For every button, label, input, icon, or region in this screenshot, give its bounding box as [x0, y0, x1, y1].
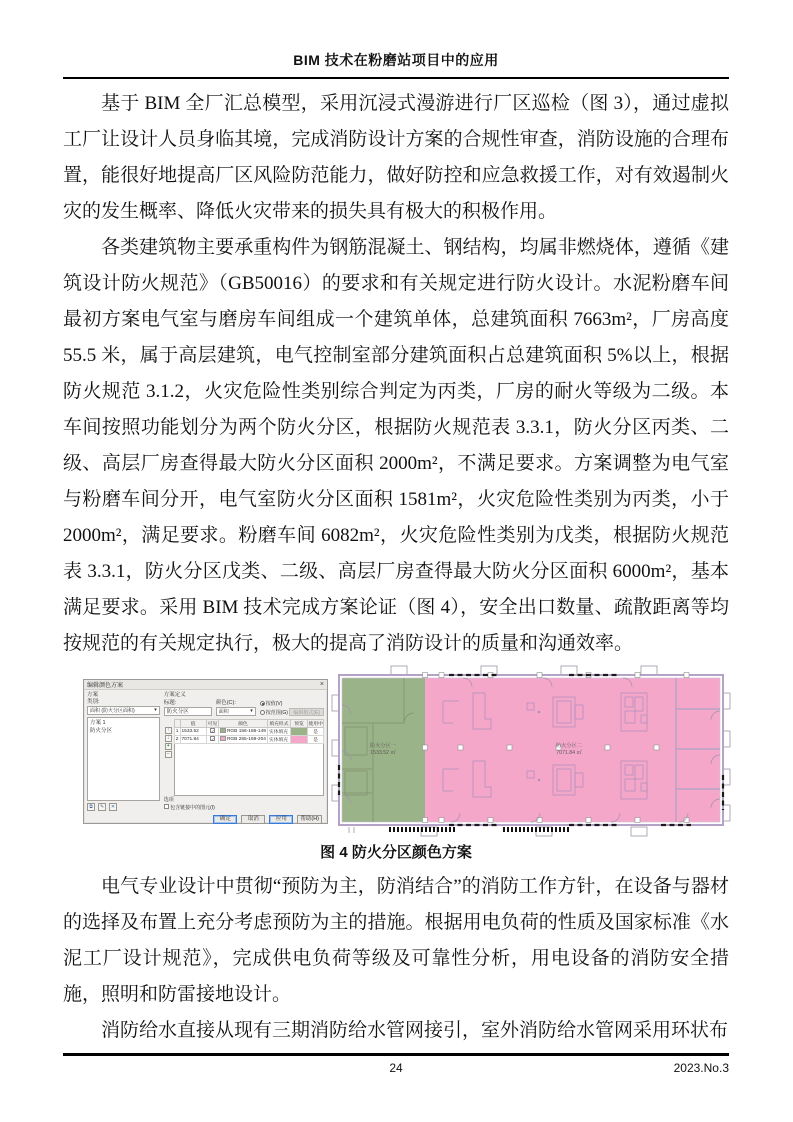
edit-format-button[interactable]: 编辑格式(E) — [289, 708, 324, 716]
color-scheme-dialog — [83, 679, 328, 824]
schemes-panel — [87, 692, 160, 812]
body-text-after-figure — [63, 869, 729, 1049]
cancel-button[interactable]: 取消 — [241, 815, 265, 824]
scheme-definition-panel — [164, 692, 324, 812]
move-down-icon[interactable]: ↓ — [165, 735, 172, 742]
paragraph-4: 消防给水直接从现有三期消防给水管网接引，室外消防给水管网采用环状布 — [101, 1020, 729, 1041]
apply-button[interactable]: 应用 — [269, 815, 293, 824]
category-label: 类别: — [87, 698, 100, 705]
col-color: 颜色 — [218, 719, 267, 727]
help-button[interactable]: 帮助(H) — [297, 815, 322, 824]
visible-checkbox[interactable]: ✓ — [210, 728, 215, 734]
col-value: 值 — [180, 719, 206, 727]
col-inuse: 使用中 — [308, 719, 324, 727]
color-dropdown[interactable]: 面积 ▾ — [216, 707, 256, 716]
chevron-down-icon: ▾ — [154, 707, 157, 713]
col-preview: 预览 — [290, 719, 307, 727]
ok-button[interactable]: 确定 — [213, 815, 237, 824]
paragraph-1: 基于 BIM 全厂汇总模型，采用沉浸式漫游进行厂区巡检（图 3），通过虚拟工厂让设计人员身临其境，完成消防设计方案的合规性审查，消防设施的合理布置，能很好地提高厂区风险防范能力，做好防控和应急救援工作，对有效遏制火灾的发生概率、降低火灾带来的损失具有极大的积极作用。 — [63, 93, 729, 222]
title-field[interactable]: 防火分区 — [164, 707, 212, 716]
chevron-down-icon: ▾ — [250, 708, 253, 714]
scheme-list-item[interactable]: 方案 1 — [90, 719, 106, 726]
by-value-radio[interactable]: 按值(V) — [260, 700, 324, 708]
fire-zone-floor-plan — [331, 665, 731, 837]
remove-value-icon[interactable]: − — [165, 751, 172, 758]
body-text — [63, 86, 729, 662]
color-scheme-table — [174, 719, 324, 796]
paragraph-2: 各类建筑物主要承重构件为钢筋混凝土、钢结构，均属非燃烧体，遵循《建筑设计防火规范》（GB50016）的要求和有关规定进行防火设计。水泥粉磨车间最初方案电气室与磨房车间组成一个建筑单体，总建筑面积 7663m²，厂房高度 55.5 米，属于高层建筑，电气控制室部分建筑面积占总建筑面积 5%以上，根据防火规范 3.1.2，火灾危险性类别综合判定为丙类，厂房的耐火等级为二级。本车间按照功能划分为两个防火分区，根据防火规范表 3.3.1，防火分区丙类、二级、高层厂房查得最大防火分区面积 2000m²，不满足要求。方案调整为电气室与粉磨车间分开，电气室防火分区面积 1581m²，火灾危险性类别为丙类，小于 2000m²，满足要求。粉磨车间 6082m²，火灾危险性类别为戊类，根据防火规范表 3.3.1，防火分区戊类、二级、高层厂房查得最大防火分区面积 6000m²，基本满足要求。采用 BIM 技术完成方案论证（图 4），安全出口数量、疏散距离等均按规范的有关规定执行，极大的提高了消防设计的质量和沟通效率。 — [63, 237, 729, 654]
paragraph-3: 电气专业设计中贯彻“预防为主，防消结合”的消防工作方针，在设备与器材的选择及布置上充分考虑预防为主的措施。根据用电负荷的性质及国家标准《水泥工厂设计规范》，完成供电负荷等级及可靠性分析，用电设备的消防安全措施，照明和防雷接地设计。 — [63, 876, 729, 1005]
dialog-title: 编辑颜色方案 — [87, 682, 124, 689]
issue-number: 2023.No.3 — [673, 1061, 729, 1075]
figure-caption: 图 4 防火分区颜色方案 — [320, 844, 472, 861]
add-value-icon[interactable]: + — [165, 743, 172, 750]
color-swatch[interactable] — [220, 728, 226, 733]
visible-checkbox[interactable]: ✓ — [210, 736, 215, 742]
table-row[interactable]: 1 1533.52 ✓ RGB 156-186-149 实体填充 是 — [174, 727, 323, 735]
color-swatch[interactable] — [220, 736, 226, 741]
dialog-titlebar[interactable] — [84, 680, 327, 690]
by-range-radio[interactable]: 按范围(G) — [260, 710, 288, 716]
definition-label: 方案定义 — [163, 691, 186, 698]
scheme-list[interactable] — [87, 717, 160, 801]
header — [63, 50, 729, 79]
page-footer — [63, 1053, 729, 1075]
zone2-name: 防火分区二 — [556, 743, 582, 749]
delete-icon[interactable]: ✕ — [110, 803, 116, 810]
color-field-label: 颜色(C): — [215, 699, 236, 706]
preview-cell — [290, 727, 307, 735]
table-row[interactable]: 2 7071.84 ✓ RGB 255-169-204 实体填充 是 — [174, 735, 323, 743]
page-number: 24 — [389, 1061, 403, 1075]
zone1-name: 防火分区一 — [370, 743, 396, 749]
move-up-icon[interactable]: ↑ — [165, 727, 172, 734]
zone1-area: 1533.52 ㎡ — [370, 750, 396, 756]
running-head-title: BIM 技术在粉磨站项目中的应用 — [293, 52, 499, 68]
close-icon[interactable]: × — [319, 680, 324, 688]
col-visible: 可见 — [206, 719, 218, 727]
preview-cell — [290, 735, 307, 743]
scheme-list-item[interactable]: 防火分区 — [90, 727, 113, 734]
schemes-label: 方案 — [87, 691, 99, 698]
include-linked-checkbox[interactable]: 包含链接中的图元(I) — [164, 804, 324, 812]
options-label: 选项 — [163, 796, 174, 803]
title-field-label: 标题: — [163, 699, 177, 706]
duplicate-icon[interactable]: ⧉ — [87, 803, 95, 811]
figure-4 — [83, 665, 729, 837]
zone2-area: 7071.84 ㎡ — [556, 750, 582, 756]
category-dropdown[interactable]: 面积 (防火分区面积) ▾ — [87, 706, 160, 715]
col-fill: 填充样式 — [267, 719, 290, 727]
rename-icon[interactable]: ✎ — [99, 803, 105, 810]
